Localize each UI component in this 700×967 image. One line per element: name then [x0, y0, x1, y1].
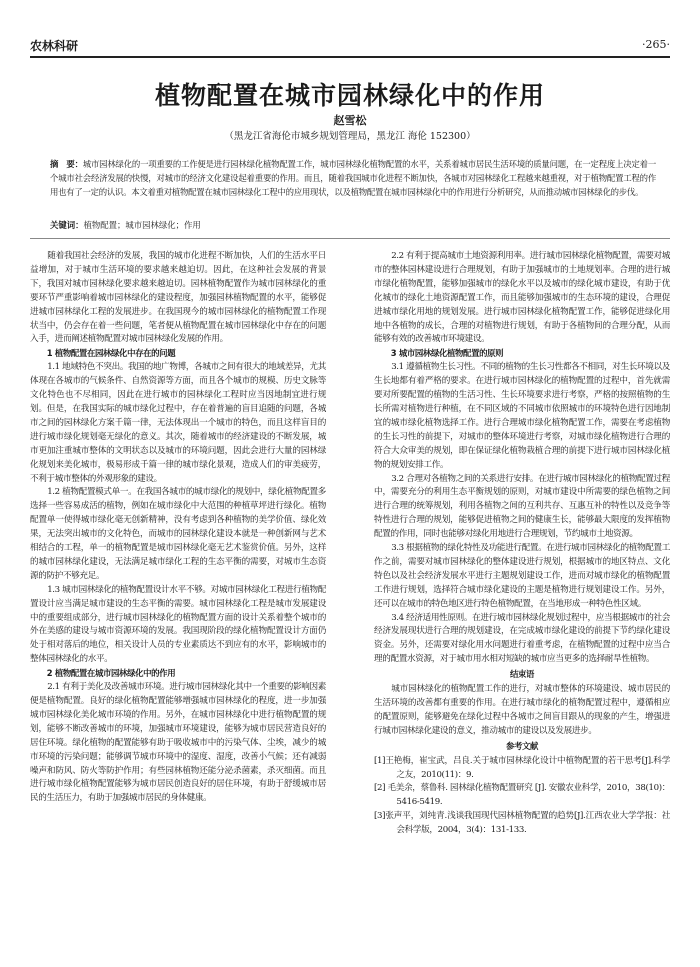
article-title: 植物配置在城市园林绿化中的作用 — [154, 81, 545, 110]
reference-item: [1]王艳梅，崔宝武，吕良.关于城市园林绿化设计中植物配置的若干思考[J].科学之友，2010(11)：9. — [374, 755, 670, 780]
journal-name: 农林科研 — [30, 39, 79, 53]
abstract-label: 摘 要： — [50, 159, 83, 169]
paragraph-3-1: 3.1 遵循植物生长习性。不同的植物的生长习性都各不相同，对生长环境以及生长地都有着严格的要求。在进行城市园林绿化的植物配置的过程中，首先就需要对所要配置的植物的生活习性、生长环境要求进行考察，严格的按照植物的生长所需对植物进行种植，在不同区域的不同城市依照城市的环境特色进行因地制宜的城市绿化植物选择工作。进行合理城市绿化植物配置工作，需要在考虑植物的生长习性的前提下，对城市的整体环境进行考察，对城市绿化植物进行合理的符合大众审美的规划，即在保证绿化植物栽植合理的前提下进行城市园林绿化植物的规划安排工作。 — [374, 362, 670, 470]
left-column — [30, 250, 326, 806]
conclusion-paragraph: 城市园林绿化的植物配置工作的进行，对城市整体的环境建设、城市居民的生活环境的改善都有重要的作用。在进行城市绿化的植物配置过程中，遵循相应的配置原则，能够避免在绿化过程中各城市之间盲目跟从的现象的产生，增强进行城市园林绿化建设的意义，推动城市的建设以及发展进步。 — [374, 684, 670, 736]
section-heading-2: 2 植物配置在城市园林绿化中的作用 — [46, 668, 176, 679]
paragraph-3-2: 3.2 合理对各植物之间的关系进行安排。在进行城市园林绿化的植物配置过程中，需要充分的利用生态平衡规划的原则，对城市建设中所需要的绿色植物之间进行合理的统筹规划，利用各植物之间的互利共存、互惠互补的特性以及竞争等特性进行合理的规划，能够促进植物之间的健康生长，能够最大限度的发挥植物配置的作用，同时也能够对绿化用地进行合理规划，节约城市土地资源。 — [374, 473, 670, 540]
section-heading-1: 1 植物配置在园林绿化中存在的问题 — [46, 348, 176, 359]
paragraph-1-1: 1.1 地域特色不突出。我国的地广物博，各城市之间有很大的地域差异，尤其体现在各城市的气候条件、自然资源等方面，而且各个城市的规模、历史文脉等文化特色也不尽相同，因此在进行城市的园林绿化工程时应当因地制宜进行规划。但是，在我国实际的城市绿化过程中，存在着普遍的盲目追随的问题，各城市之间的园林绿化方案千篇一律，无法体现出一个城市的特色，而且这样盲目的进行城市绿化规划毫无绿化的意义。其次，随着城市的经济建设的不断发展，城市更加注重城市整体的文明状态以及城市的环境问题，因此会进行大量的园林绿化规划来美化城市，极易形成千篇一律的城市绿化景观，造成人们的审美疲劳，不利于城市整体的外观形象的建设。 — [30, 362, 326, 484]
section-heading-3: 3 城市园林绿化植物配置的原则 — [390, 348, 504, 359]
abstract-text: 城市园林绿化的一项重要的工作便是进行园林绿化植物配置工作，城市园林绿化植物配置的水平，关系着城市居民生活环境的质量问题，在一定程度上决定着一个城市社会经济发展的快慢，对城市的经济文化建设起着重要的作用。而且，随着我国城市化进程不断加快，各城市对园林绿化工程越来越重视，对于植物配置工程的作用也有了一定的认识。本文着重对植物配置在城市园林绿化工程中的应用现状，以及植物配置在城市园林绿化中的作用进行分析研究，从而推动城市园林绿化的步伐。 — [50, 159, 656, 197]
keywords — [50, 219, 656, 231]
paragraph-2-2: 2.2 有利于提高城市土地资源利用率。进行城市园林绿化植物配置，需要对城市的整体园林建设进行合理规划，有助于加强城市的土地规划率。合理的进行城市绿化植物配置，能够加强城市的绿化水平以及城市的绿化城市建设，有助于优化城市的绿化土地资源配置工作，而且能够加强城市的生态环境的建设，合理促进城市绿化用地的规划发展。进行城市园林绿化植物配置工作，能够促进绿化用地中各植物的成长，合理的对植物进行规划，有助于各植物间的合理分配，从而能够有效的改善城市环境建设。 — [374, 251, 670, 345]
paragraph-1-2: 1.2 植物配置模式单一。在我国各城市的城市绿化的规划中，绿化植物配置多选择一些容易成活的植物，例如在城市绿化中大范围的种植草坪进行绿化。植物配置单一使得城市绿化毫无创新精神，没有考虑到各种植物的美学价值、绿化效果，无法突出城市的文化特色，而城市的园林绿化建设本就是一种创新网与艺术相结合的工程，单一的植物配置是城市园林绿化毫无艺术鉴赏价值。另外，这样的城市园林绿化建设，无法满足城市绿化工程的生态平衡的需要，对城市生态资源的防护不够充足。 — [30, 487, 326, 581]
paragraph-3-4: 3.4 经济适用性原则。在进行城市园林绿化规划过程中，应当根据城市的社会经济发展现状进行合理的规划建设，在完成城市绿化建设的前提下节约绿化建设资金。另外，还需要对绿化用水问题进行着重考虑，在植物配置的过程中应当合理的配置水资源，对于城市用水相对短缺的城市应当更多的选择耐旱性植物。 — [374, 612, 670, 665]
keywords-text: 植物配置；城市园林绿化；作用 — [83, 220, 201, 230]
intro-paragraph: 随着我国社会经济的发展，我国的城市化进程不断加快，人们的生活水平日益增加，对于城市生活环境的要求越来越迫切。因此，在这种社会发展的背景下，我国对城市园林绿化要求越来越迫切。园林植物配置作为城市园林绿化的重要环节严重影响着城市园林绿化的建设程度，加强园林植物配置的水平，能够促进城市园林绿化工程的发展进步。在我国现今的城市园林绿化的植物配置工作现状当中，仍会存在着一些问题，笔者便从植物配置在城市园林绿化中存在的问题入手，进而阐述植物配置对城市园林绿化发展的作用。 — [30, 251, 326, 345]
page-number: ·265· — [642, 38, 670, 51]
author-affiliation: （黑龙江省海伦市城乡规划管理局，黑龙江 海伦 152300） — [224, 131, 476, 142]
keywords-label: 关键词： — [50, 220, 84, 230]
paragraph-1-3: 1.3 城市园林绿化的植物配置设计水平不够。对城市园林绿化工程进行植物配置设计应当满足城市建设的生态平衡的需要。城市园林绿化工程是城市发展建设中的重要组成部分，进行城市园林绿化的植物配置方面的设计关系着整个城市的外在美感的建设与城市资源环境的发展。我国现阶段的绿化植物配置设计方面仍处于相对落后的地位，相关设计人员的专业素质达不到应有的水平，影响城市的整体园林绿化的水平。 — [30, 584, 326, 665]
paragraph-2-1: 2.1 有利于美化及改善城市环境。进行城市园林绿化其中一个重要的影响因素便是植物配置。良好的绿化植物配置能够增强城市园林绿化的程度，进一步加强城市园林绿化美化城市环境的作用。另外，在城市园林绿化中进行植物配置的规划，能够不断改善城市的环境，加强城市环境建设，能够为城市居民营造良好的居住环境。绿化植物的配置能够有助于吸收城市中的污染气体、尘埃，减少的城市环境的污染问题；能够调节城市环境中的湿度、湿度，改善小气候；还有减弱噪声和防风、防火等防护作用；有些园林植物还能分泌杀菌素，杀灭细菌。而且进行城市绿化植物配置能够为城市居民创造良好的居住环境，有助于舒缓城市居民的生活压力，有助于加强城市居民的身体健康。 — [30, 682, 326, 804]
conclusion-heading: 结束语 — [509, 669, 535, 680]
reference-item: [3]张声平，刘纯青.浅谈我国现代园林植物配置的趋势[J].江西农业大学学报：社会科学版，2004，3(4)：131-133. — [374, 811, 670, 836]
paragraph-3-3: 3.3 根据植物的绿化特性及功能进行配置。在进行城市园林绿化的植物配置工作之前，需要对城市园林绿化的整体建设进行规划，根据城市的地区特点、文化特色以及社会经济发展水平进行主题规划建设工作，进而对城市绿化的植物配置工作进行规划，选择符合城市绿化建设的主题是植物进行规划建设工作。另外，还可以在城市的特色地区进行特色植物配置，在当地形成一种特色性区域。 — [374, 543, 670, 609]
abstract — [50, 158, 656, 199]
running-header — [30, 30, 670, 58]
author-name: 赵雪松 — [333, 114, 367, 127]
divider — [30, 238, 670, 239]
right-column — [374, 250, 670, 838]
references-heading: 参考文献 — [505, 740, 539, 751]
reference-item: [2] 毛美余，蔡鲁科. 园林绿化植物配置研究 [J]. 安徽农业科学，2010，38(10)：5416-5419. — [374, 783, 670, 808]
